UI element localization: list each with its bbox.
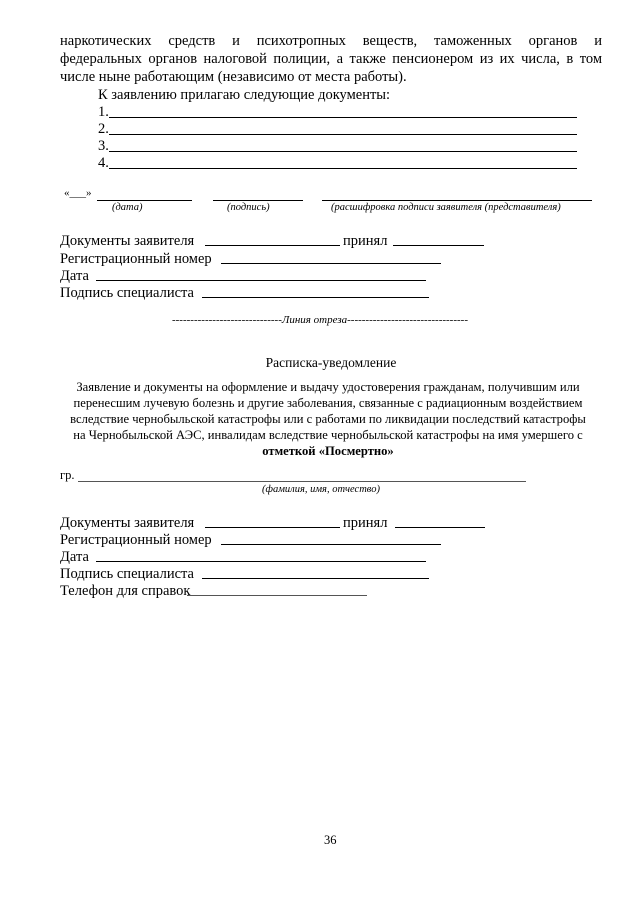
citizen-line: [78, 481, 526, 482]
phone-label: Телефон для справок: [60, 583, 191, 599]
documents-heading: К заявлению прилагаю следующие документы:: [98, 87, 391, 103]
reg-number-label-2: Регистрационный номер: [60, 532, 212, 548]
docs-label-1: Документы заявителя: [60, 233, 195, 249]
receipt-text-bold: отметкой «Посмертно»: [262, 444, 394, 458]
document-item-3: 3.: [98, 138, 109, 154]
accepted-label-2: принял: [343, 515, 388, 531]
document-item-1: 1.: [98, 104, 109, 120]
receipt-text-1: Заявление и документы на оформление и выдачу удостоверения гражданам, получившим или: [76, 380, 580, 394]
decoding-caption: (расшифровка подписи заявителя (представителя): [331, 202, 561, 213]
specialist-label-1: Подпись специалиста: [60, 285, 194, 301]
page-number: 36: [324, 833, 337, 847]
citizen-caption: (фамилия, имя, отчество): [262, 484, 380, 495]
receipt-title: Расписка-уведомление: [265, 355, 397, 370]
document-item-2-line: [109, 134, 577, 135]
receipt-text-3: вследствие чернобыльской катастрофы или с работами по ликвидации последствий катастрофы: [70, 412, 586, 426]
accepted-line-2: [395, 527, 485, 528]
intro-line-1: наркотических средств и психотропных веществ, таможенных органов и: [60, 33, 602, 49]
specialist-label-2: Подпись специалиста: [60, 566, 194, 582]
specialist-line-2: [202, 578, 429, 579]
receipt-text-2: перенесшим лучевую болезнь и другие заболевания, связанные с радиационным воздействием: [73, 396, 583, 410]
receipt-text-4: на Чернобыльской АЭС, инвалидам вследствие чернобыльской катастрофы на имя умершего с: [73, 428, 583, 442]
date-line-2: [96, 561, 426, 562]
decoding-line: [322, 200, 592, 201]
document-item-4-line: [109, 168, 577, 169]
docs-label-2: Документы заявителя: [60, 515, 195, 531]
specialist-line-1: [202, 297, 429, 298]
reg-number-label-1: Регистрационный номер: [60, 251, 212, 267]
accepted-label-1: принял: [343, 233, 388, 249]
docs-line-1: [205, 245, 340, 246]
signature-line: [213, 200, 303, 201]
document-item-4: 4.: [98, 155, 109, 171]
date-line-1: [96, 280, 426, 281]
phone-line: [187, 595, 367, 596]
date-prefix: «___»: [64, 187, 92, 199]
cut-line: ------------------------------Линия отреза---------------------------------: [171, 314, 469, 326]
intro-line-2: федеральных органов налоговой полиции, а также пенсионером из их числа, в том: [60, 51, 602, 67]
reg-number-line-2: [221, 544, 441, 545]
document-item-3-line: [109, 151, 577, 152]
document-item-1-line: [109, 117, 577, 118]
accepted-line-1: [393, 245, 484, 246]
intro-line-3: числе ныне работающим (независимо от места работы).: [60, 69, 407, 85]
citizen-prefix: гр.: [60, 468, 75, 482]
date-label-1: Дата: [60, 268, 89, 284]
date-line: [97, 200, 192, 201]
document-item-2: 2.: [98, 121, 109, 137]
date-label-2: Дата: [60, 549, 89, 565]
date-caption: (дата): [112, 202, 143, 213]
reg-number-line-1: [221, 263, 441, 264]
docs-line-2: [205, 527, 340, 528]
signature-caption: (подпись): [227, 202, 270, 213]
